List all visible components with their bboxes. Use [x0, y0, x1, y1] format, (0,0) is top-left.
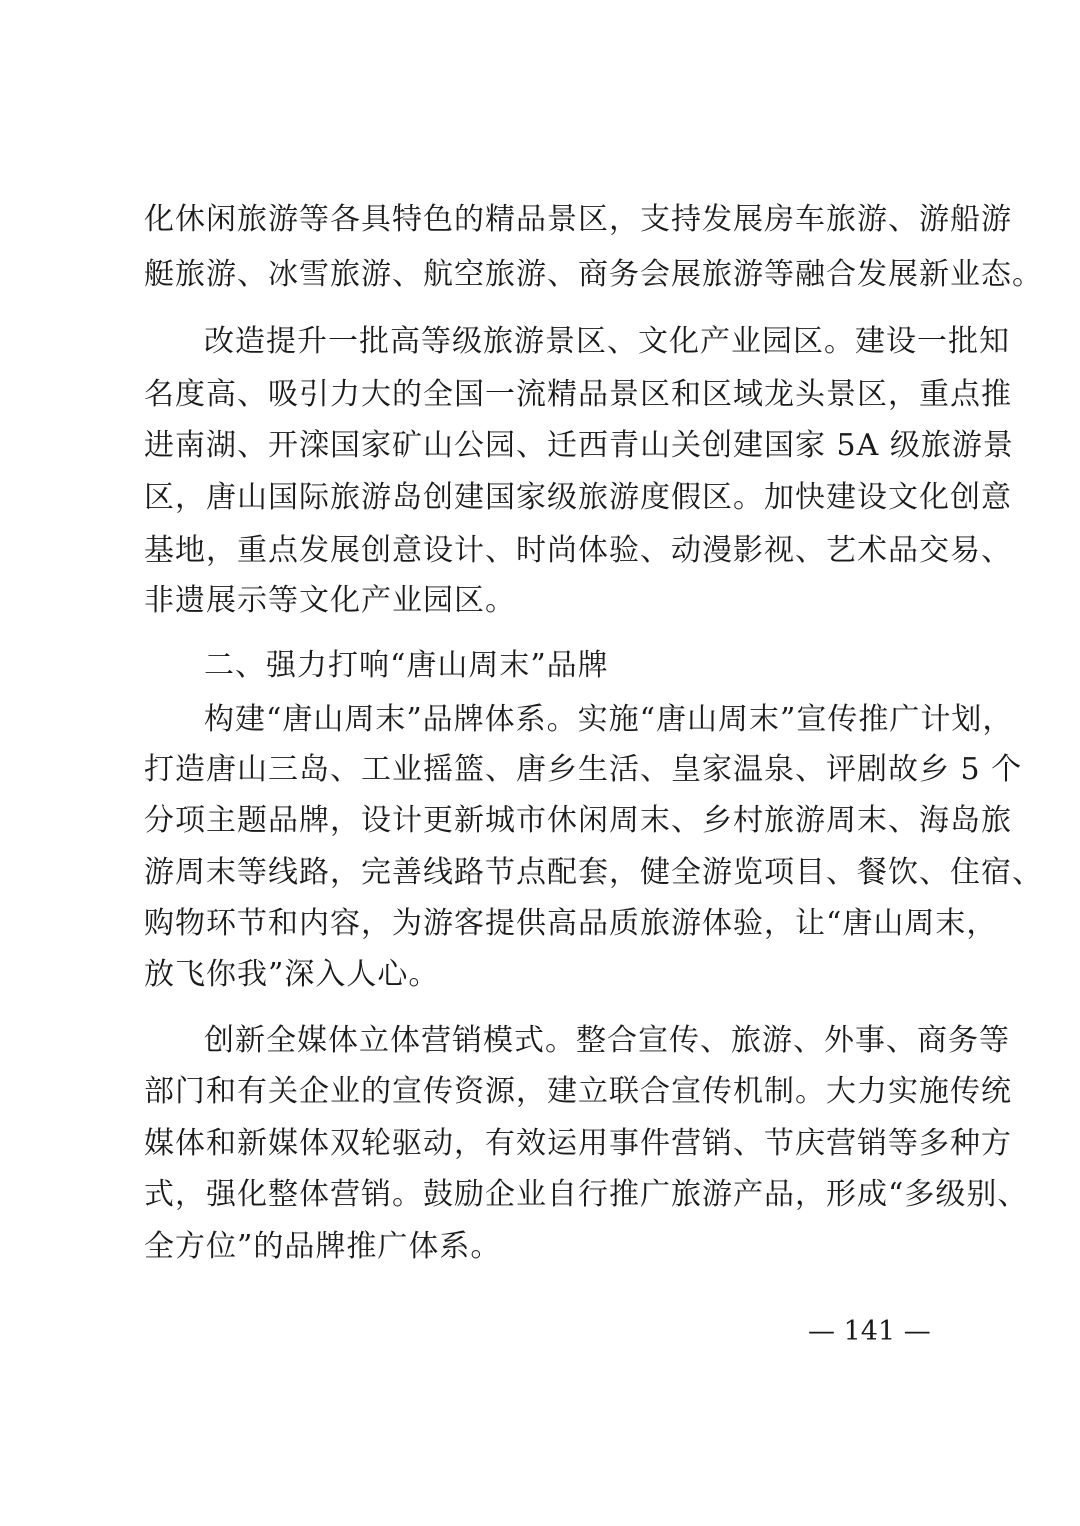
- line-text: 非遗展示等文化产业园区。: [144, 583, 516, 618]
- heading-text: 二、强力打响“唐山周末”品牌: [204, 648, 609, 683]
- line-text: 改造提升一批高等级旅游景区、文化产业园区。建设一批知: [204, 324, 1010, 359]
- line-text: 基地，重点发展创意设计、时尚体验、动漫影视、艺术品交易、: [144, 533, 1012, 568]
- line-text: 部门和有关企业的宣传资源，建立联合宣传机制。大力实施传统: [144, 1074, 1012, 1109]
- line-text: 全方位”的品牌推广体系。: [144, 1229, 502, 1264]
- line-text: 艇旅游、冰雪旅游、航空旅游、商务会展旅游等融合发展新业态。: [144, 257, 1043, 292]
- line-text: 式，强化整体营销。鼓励企业自行推广旅游产品，形成“多级别、: [144, 1177, 1029, 1212]
- line-text: 打造唐山三岛、工业摇篮、唐乡生活、皇家温泉、评剧故乡 5 个: [144, 752, 1023, 787]
- line-text: 名度高、吸引力大的全国一流精品景区和区域龙头景区，重点推: [144, 377, 1012, 412]
- line-text: 构建“唐山周末”品牌体系。实施“唐山周末”宣传推广计划，: [204, 702, 1014, 737]
- line-text: 创新全媒体立体营销模式。整合宣传、旅游、外事、商务等: [204, 1023, 1010, 1058]
- page-number: — 141 —: [808, 1316, 931, 1347]
- line-text: 购物环节和内容，为游客提供高品质旅游体验，让“唐山周末，: [144, 906, 998, 941]
- line-text: 游周末等线路，完善线路节点配套，健全游览项目、餐饮、住宿、: [144, 855, 1043, 890]
- line-text: 分项主题品牌，设计更新城市休闲周末、乡村旅游周末、海岛旅: [144, 803, 1012, 838]
- line-text: 化休闲旅游等各具特色的精品景区，支持发展房车旅游、游船游: [144, 202, 1012, 237]
- line-text: 媒体和新媒体双轮驱动，有效运用事件营销、节庆营销等多种方: [144, 1126, 1012, 1161]
- line-text: 进南湖、开滦国家矿山公园、迁西青山关创建国家 5A 级旅游景: [144, 428, 1014, 463]
- line-text: 区，唐山国际旅游岛创建国家级旅游度假区。加快建设文化创意: [144, 480, 1012, 515]
- line-text: 放飞你我”深入人心。: [144, 957, 440, 992]
